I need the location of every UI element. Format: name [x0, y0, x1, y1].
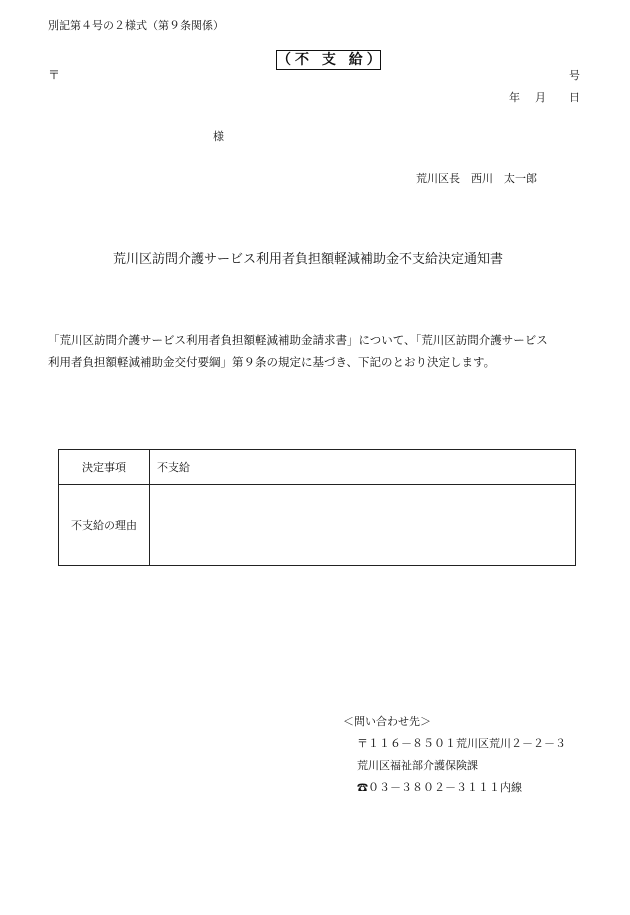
body-text — [48, 329, 593, 373]
date-day-label: 日 — [569, 91, 580, 104]
form-label: 別記第４号の２様式（第９条関係） — [48, 19, 224, 32]
recipient-honorific: 様 — [213, 130, 224, 143]
contact-address: 〒１１６－８５０１荒川区荒川２－２－３ — [357, 737, 566, 750]
contact-block — [343, 711, 566, 799]
decision-label: 決定事項 — [59, 450, 150, 485]
contact-heading: ＜問い合わせ先＞ — [343, 715, 431, 728]
decision-row — [59, 450, 576, 485]
number-label: 号 — [569, 69, 580, 82]
postal-mark: 〒 — [48, 68, 61, 82]
body-line-1: 「荒川区訪問介護サービス利用者負担額軽減補助金請求書」について、「荒川区訪問介護サービス — [48, 333, 548, 347]
reason-label: 不支給の理由 — [59, 485, 150, 566]
body-line-2: 利用者負担額軽減補助金交付要綱」第９条の規定に基づき、下記のとおり決定します。 — [48, 355, 496, 369]
contact-department: 荒川区福祉部介護保険課 — [357, 759, 478, 772]
reason-row — [59, 485, 576, 566]
decision-value: 不支給 — [150, 450, 576, 485]
issuer-name: 荒川区長 西川 太一郎 — [416, 172, 537, 185]
status-box: （不 支 給） — [277, 52, 385, 68]
decision-table — [58, 449, 576, 566]
contact-phone: ☎０３－３８０２－３１１１内線 — [357, 781, 522, 794]
date-month-label: 月 — [535, 91, 546, 104]
reason-value — [150, 485, 576, 566]
date-year-label: 年 — [509, 91, 520, 104]
document-title: 荒川区訪問介護サービス利用者負担額軽減補助金不支給決定通知書 — [113, 252, 504, 267]
